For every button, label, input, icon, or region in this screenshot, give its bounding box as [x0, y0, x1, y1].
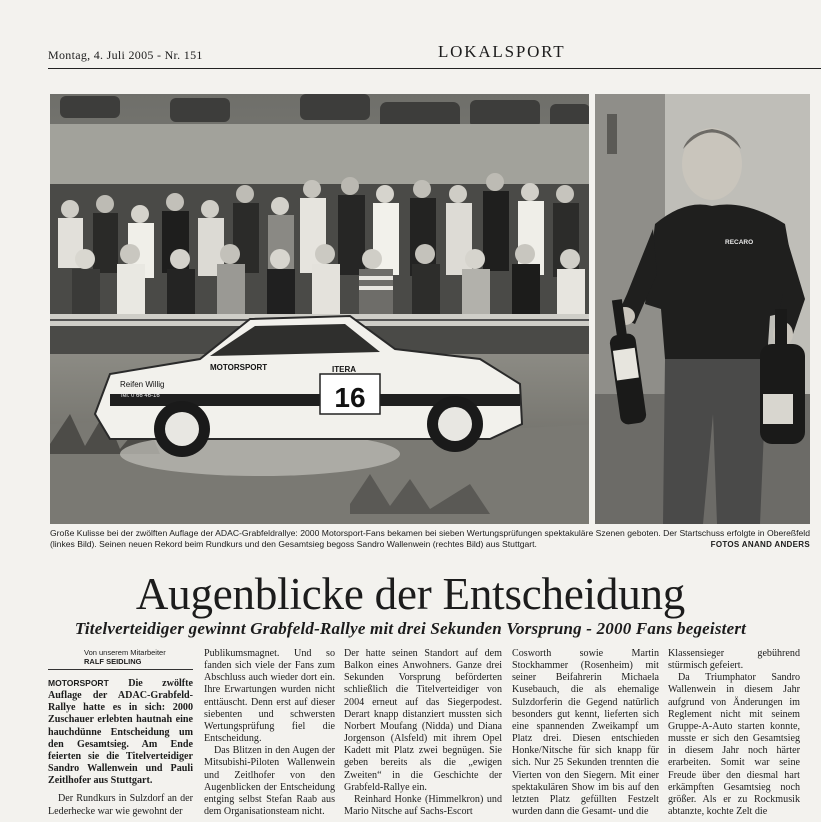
- paragraph-3: Der hatte seinen Standort auf dem Balkon eines Anwohners. Ganze drei Sekunden Vorsprung beförderten schließlich die Titelverteidiger von 2004 erneut auf das Siegerpodest. Derart knapp distanziert mussten sich Norbert Moufang (Nidda) und Diana Jorgenson (Alsfeld) mit ihrem Opel Kadett mit Platz zwei begnügen. Sie geben bereits als die „ewigen Zweiten“ in die Geschichte der Grabfeld-Rallye ein.: [344, 648, 502, 793]
- paragraph-4: Reinhard Honke (Himmelkron) und Mario Nitsche auf Sachs-Escort: [344, 793, 502, 818]
- article-column-4: [512, 648, 659, 820]
- article-column-5: [668, 648, 800, 820]
- section-title: LOKALSPORT: [438, 42, 566, 61]
- article-column-1: [48, 648, 193, 820]
- paragraph-4: Cosworth sowie Martin Stockhammer (Rosenheim) mit seiner Beifahrerin Michaela Kusebauch, die als ehemalige Sulzdorferin die Gegend natürlich besonders gut kennt, lieferten sich eine spannenden Zweikampf um Platz drei. Diesen entschieden Honke/Nitsche für sich knapp für sich. Nur 25 Sekunden trennten die Vierten von den Siegern. Mit einer spektakulären Show im bis auf den letzten Platz gefüllten Festzelt wurden dann die Gesamt- und die: [512, 648, 659, 818]
- paragraph-5: Da Triumphator Sandro Wallenwein in diesem Jahr aufgrund von Änderungen im Reglement nicht mit seinem Gruppe-A-Auto starten konnte, musste er sich den Gesamtsieg in diesem Jahr noch härter erarbeiten. Somit war seine Freude über den diesmal hart erkämpften Gesamtsieg noch größer. Als er zu Rockmusik abtanzte, kochte Zelt die: [668, 672, 800, 818]
- caption-text: Große Kulisse bei der zwölften Auflage der ADAC-Grabfeldrallye: 2000 Motorsport-Fans bekamen bei sieben Wertungsprüfungen spektakuläre Szenen geboten. Der Startschuss erfolgte in Obereßfeld (linkes Bild). Seinen neuen Rekord beim Rundkurs und den Gesamtsieg begoss Sandro Wallenwein (rechtes Bild) aus Stuttgart.: [50, 528, 810, 549]
- winner-photo-illustration: [595, 94, 810, 524]
- paragraph-2: Der Rundkurs in Sulzdorf an der Lederhecke war wie gewohnt der: [48, 793, 193, 817]
- author-line: Von unserem Mitarbeiter: [84, 648, 166, 657]
- rally-photo-illustration: [50, 94, 589, 524]
- lead-text: Die zwölfte Auflage der ADAC-Grabfeld-Rallye hatte es in sich: 2000 Zuschauer erlebten hautnah eine hauchdünne Entscheidung um den Gesamtsieg. Am Ende feierten sie die Titelverteidiger Sandro Wallenwein und Pauli Zeitlhofer aus Stuttgart.: [48, 678, 193, 787]
- lead-paragraph: [48, 677, 193, 787]
- paragraph-4: Klassensieger gebührend stürmisch gefeiert.: [668, 648, 800, 672]
- headline: Augenblicke der Entscheidung: [135, 569, 686, 619]
- author-name: RALF SEIDLING: [84, 657, 142, 666]
- car-motorsport-text: MOTORSPORT: [210, 363, 268, 372]
- author-byline: [48, 648, 193, 670]
- article-column-2: [204, 648, 335, 820]
- page-header: [48, 42, 821, 69]
- photo-caption: [50, 528, 810, 550]
- car-door-sign: Reifen Willig: [120, 380, 165, 389]
- car-door-phone: Tel. 0 66 46-16: [120, 393, 160, 399]
- winner-photo: [595, 94, 810, 524]
- paragraph-2-cont: Publikumsmagnet. Und so fanden sich viele der Fans zum Abschluss auch wieder dort ein. Ihre Erwartungen wurden nicht enttäuscht. Denn erst auf dieser siebenten und schwersten Wertungsprüfung fiel die Entscheidung.: [204, 648, 335, 745]
- itera-sponsor: ITERA: [332, 365, 356, 374]
- subheadline: Titelverteidiger gewinnt Grabfeld-Rallye mit drei Sekunden Vorsprung - 2000 Fans begeistert: [74, 619, 747, 638]
- photo-credit: FOTOS ANAND ANDERS: [710, 540, 810, 549]
- shirt-logo: RECARO: [725, 239, 754, 246]
- dateline: Montag, 4. Juli 2005 - Nr. 151: [48, 48, 203, 62]
- kicker: MOTORSPORT: [48, 678, 109, 688]
- car-number: 16: [334, 382, 366, 413]
- rally-crowd-photo: [50, 94, 589, 524]
- article-column-3: [344, 648, 502, 820]
- paragraph-3: Das Blitzen in den Augen der Mitsubishi-Piloten Wallenwein und Zeitlhofer von den Augenblicken der Entscheidung entging selbst Stefan Raab aus dem Organisationsteam nicht.: [204, 745, 335, 818]
